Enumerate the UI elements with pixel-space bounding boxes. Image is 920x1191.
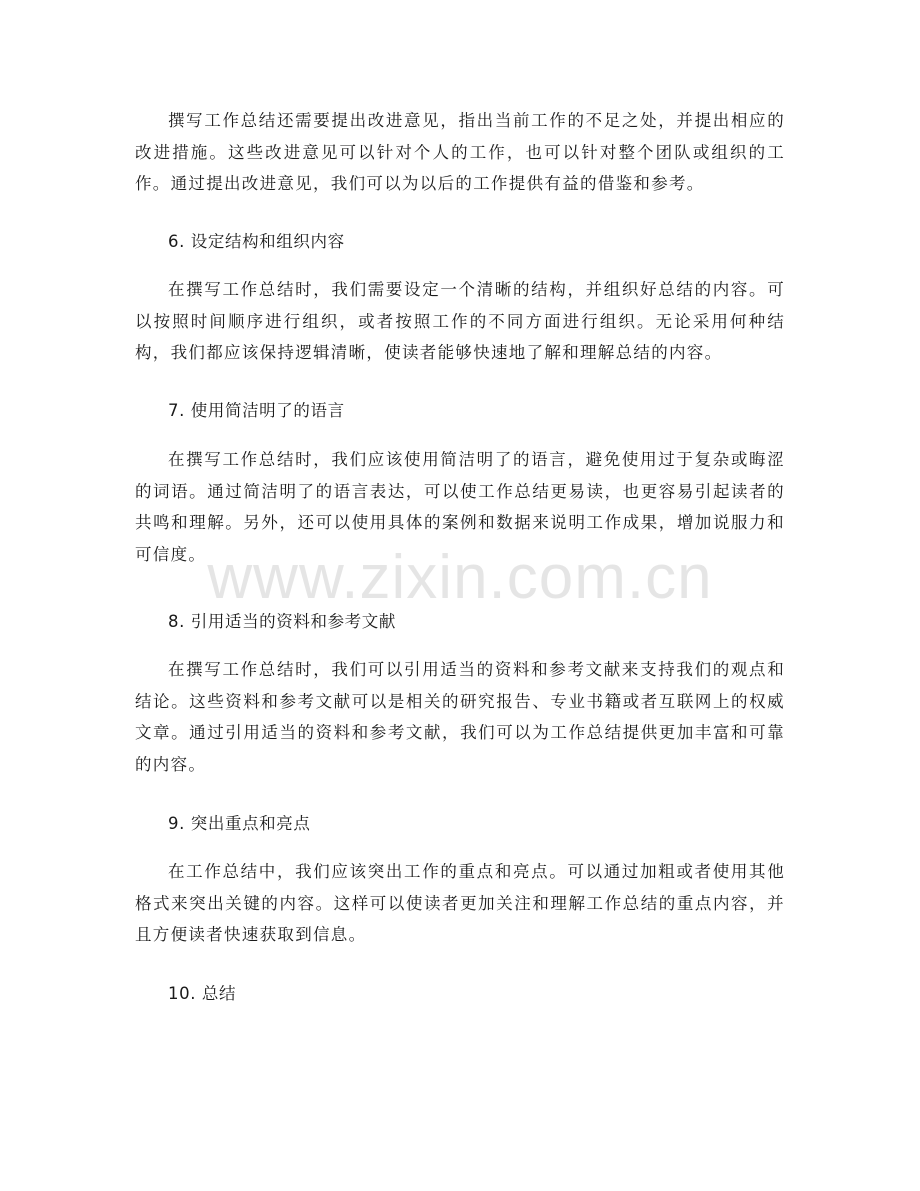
paragraph-highlights: 在工作总结中，我们应该突出工作的重点和亮点。可以通过加粗或者使用其他格式来突出关键的内容。这样可以使读者更加关注和理解工作总结的重点内容，并且方便读者快速获取到信息。 xyxy=(135,862,785,944)
heading-8-references: 8. 引用适当的资料和参考文献 xyxy=(168,612,396,631)
heading-9-highlights: 9. 突出重点和亮点 xyxy=(168,814,311,833)
paragraph-improvement-suggestions: 撰写工作总结还需要提出改进意见，指出当前工作的不足之处，并提出相应的改进措施。这些改进意见可以针对个人的工作，也可以针对整个团队或组织的工作。通过提出改进意见，我们可以为以后的工作提供有益的借鉴和参考。 xyxy=(135,111,785,193)
heading-10-summary: 10. 总结 xyxy=(168,984,237,1003)
paragraph-references: 在撰写工作总结时，我们可以引用适当的资料和参考文献来支持我们的观点和结论。这些资料和参考文献可以是相关的研究报告、专业书籍或者互联网上的权威文章。通过引用适当的资料和参考文献，我们可以为工作总结提供更加丰富和可靠的内容。 xyxy=(135,660,785,774)
heading-7-concise-language: 7. 使用简洁明了的语言 xyxy=(168,401,345,420)
watermark-text: www.zixin.com.cn xyxy=(207,543,713,612)
heading-6-structure: 6. 设定结构和组织内容 xyxy=(168,232,345,251)
paragraph-structure: 在撰写工作总结时，我们需要设定一个清晰的结构，并组织好总结的内容。可以按照时间顺序进行组织，或者按照工作的不同方面进行组织。无论采用何种结构，我们都应该保持逻辑清晰，使读者能够快速地了解和理解总结的内容。 xyxy=(135,280,785,362)
paragraph-concise-language: 在撰写工作总结时，我们应该使用简洁明了的语言，避免使用过于复杂或晦涩的词语。通过简洁明了的语言表达，可以使工作总结更易读，也更容易引起读者的共鸣和理解。另外，还可以使用具体的案例和数据来说明工作成果，增加说服力和可信度。 xyxy=(135,450,785,564)
